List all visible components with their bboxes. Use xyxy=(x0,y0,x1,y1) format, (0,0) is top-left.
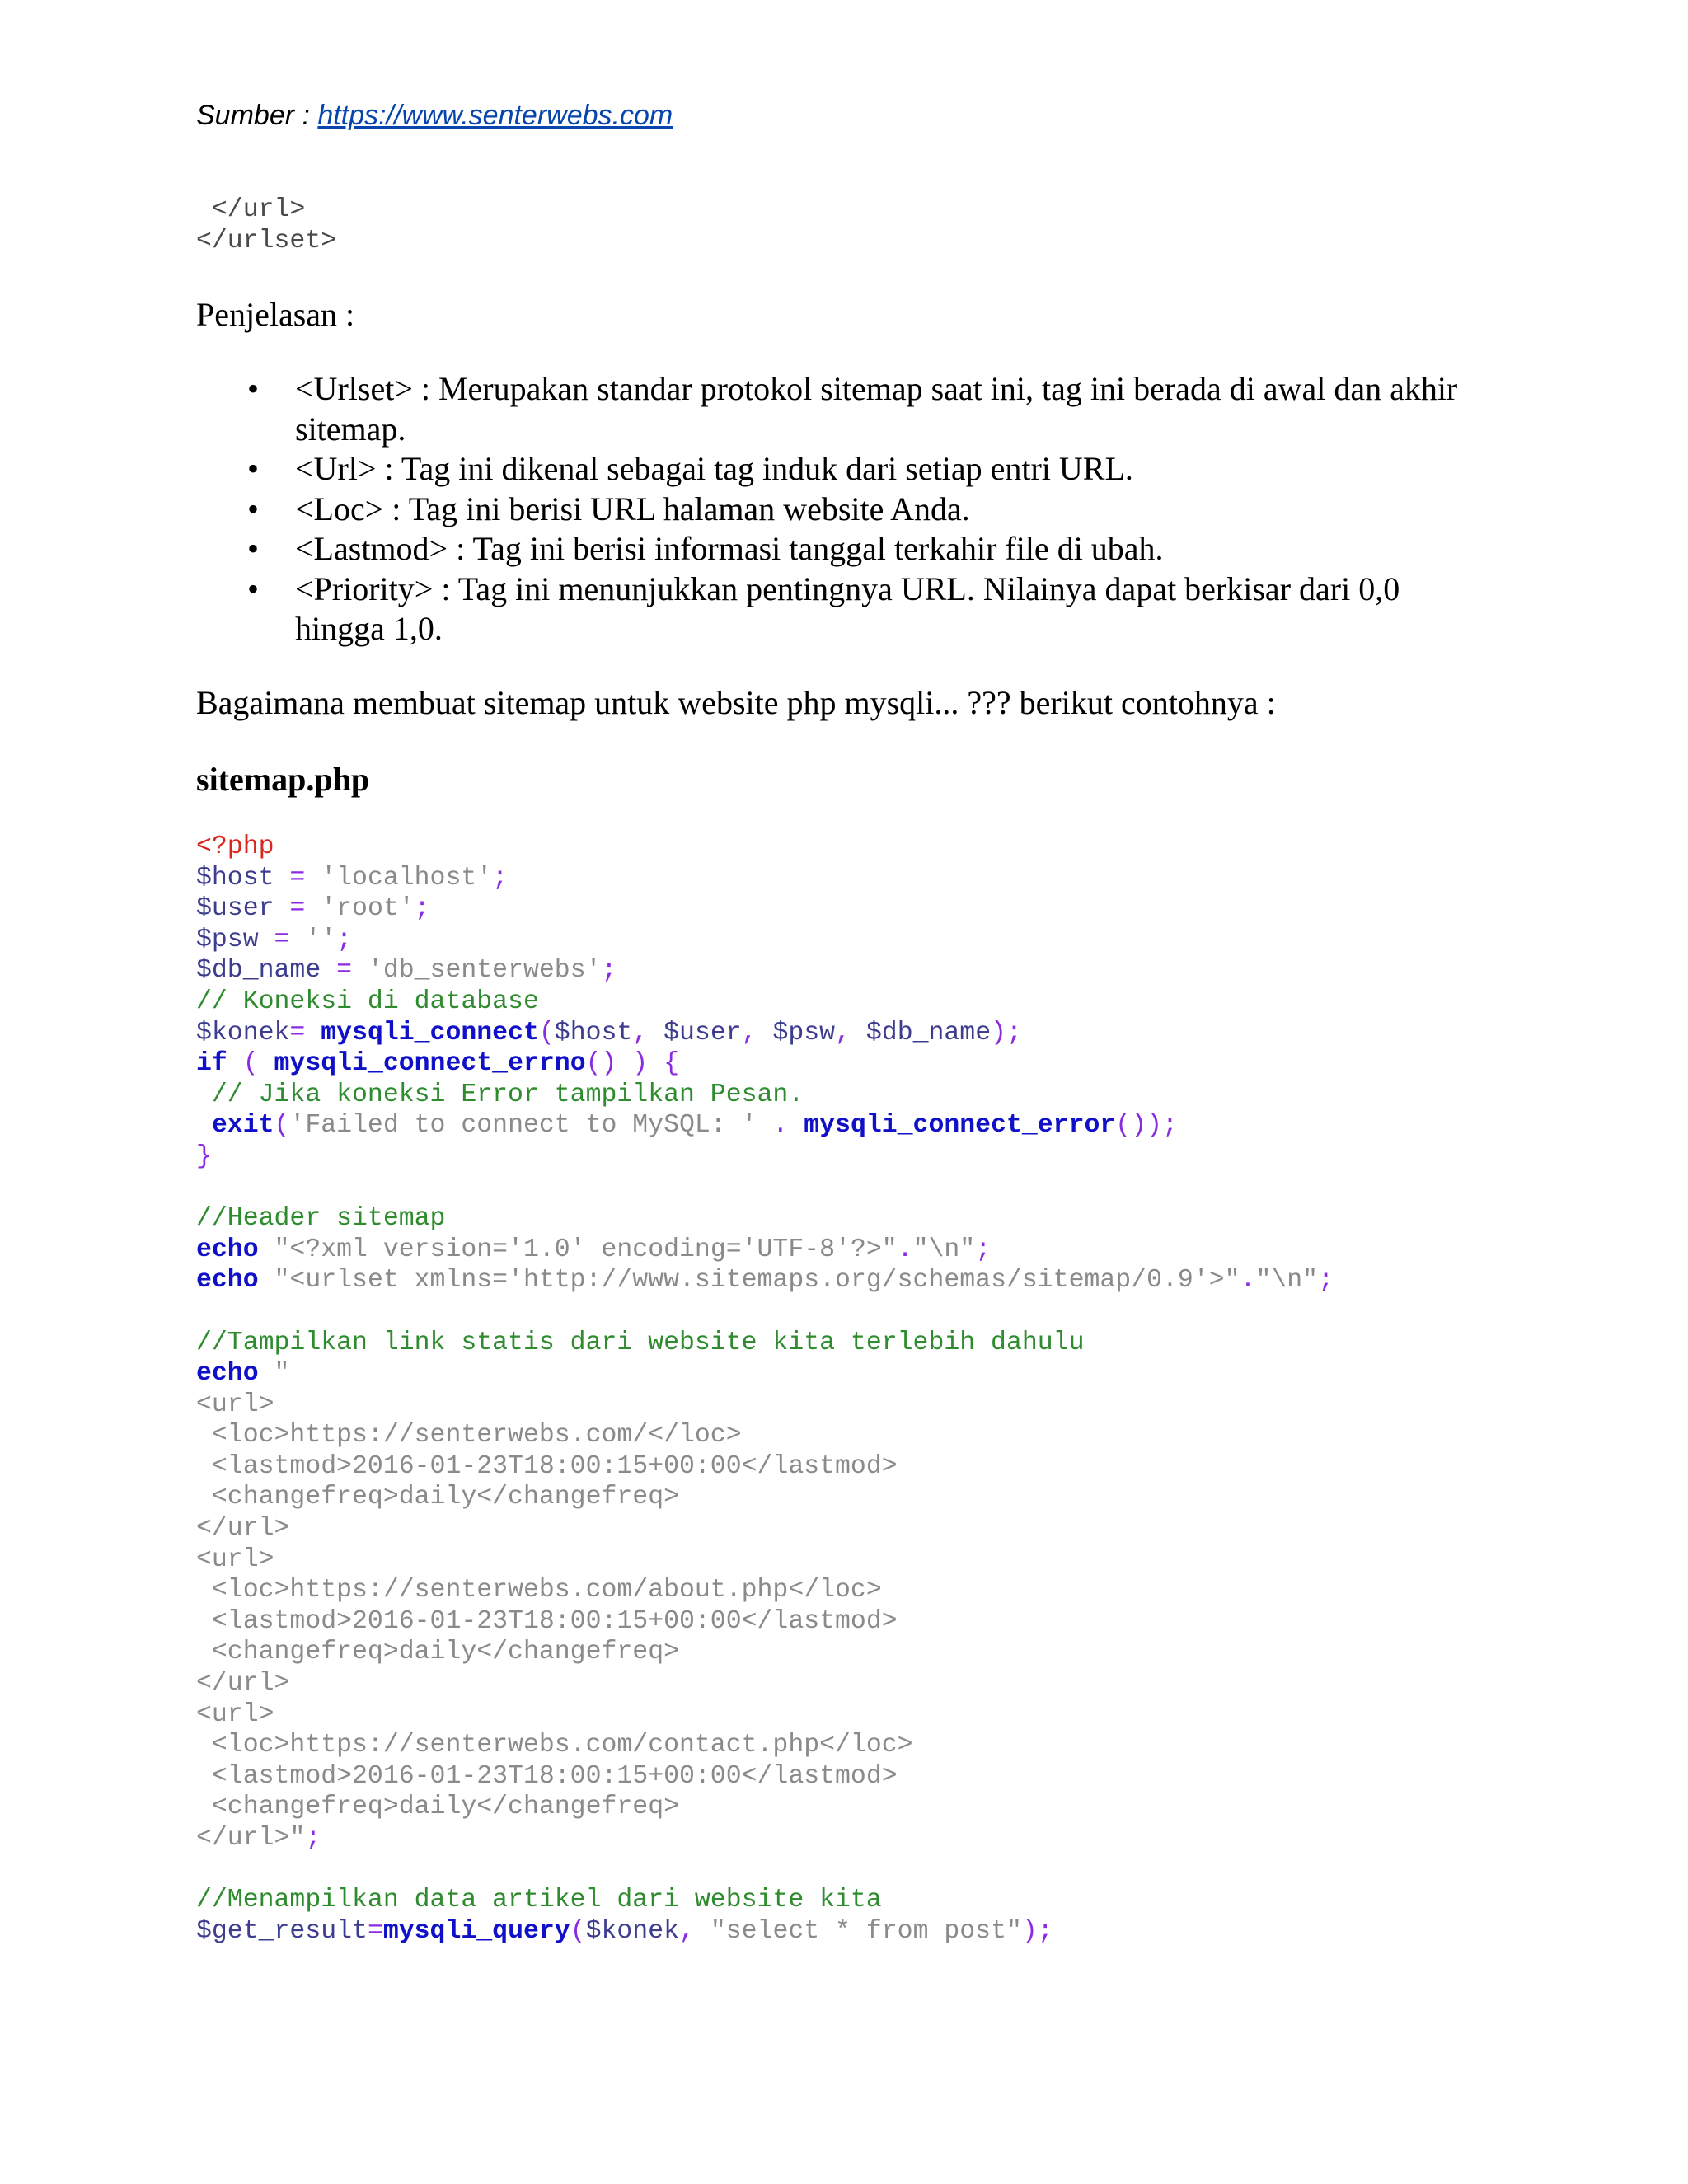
string-token: </url> xyxy=(196,1669,290,1699)
variable-token: $konek xyxy=(196,1018,290,1047)
list-item: • <Loc> : Tag ini berisi URL halaman website Anda. xyxy=(196,490,1482,530)
code-line xyxy=(196,1544,1334,1576)
variable-token: $db_name xyxy=(196,956,321,986)
operator-token: ( xyxy=(570,1916,586,1946)
code-line xyxy=(196,832,1334,863)
string-token: 'db_senterwebs' xyxy=(367,956,602,986)
operator-token: . xyxy=(757,1111,804,1141)
string-token: <changefreq>daily</changefreq> xyxy=(196,1638,679,1667)
code-line xyxy=(196,1916,1334,1947)
variable-token: $db_name xyxy=(865,1018,992,1047)
operator-token: ; xyxy=(414,894,430,924)
operator-token: } xyxy=(196,1141,212,1171)
string-token: <url> xyxy=(196,1544,274,1574)
code-line xyxy=(196,1048,1334,1080)
operator-token: ( xyxy=(227,1049,274,1079)
code-line xyxy=(196,1792,1334,1823)
operator-token: () ) { xyxy=(585,1049,680,1079)
code-line xyxy=(196,1575,1334,1606)
source-label: Sumber : xyxy=(196,100,318,131)
operator-token: ; xyxy=(975,1235,992,1264)
code-line xyxy=(196,893,1334,925)
code-line: </urlset> xyxy=(196,226,337,255)
code-line xyxy=(196,1173,1334,1204)
source-link[interactable]: https://www.senterwebs.com xyxy=(317,100,673,131)
file-title: sitemap.php xyxy=(196,761,370,798)
string-token: " xyxy=(258,1359,290,1389)
code-line xyxy=(196,1203,1334,1235)
function-token: mysqli_connect xyxy=(321,1018,539,1047)
variable-token: $user xyxy=(663,1018,742,1047)
code-line xyxy=(196,1885,1334,1916)
operator-token: ( xyxy=(274,1111,290,1141)
operator-token: = xyxy=(258,925,306,954)
code-line xyxy=(196,925,1334,956)
operator-token: ); xyxy=(1021,1916,1053,1946)
code-line xyxy=(196,1420,1334,1451)
operator-token: ()); xyxy=(1115,1111,1178,1141)
comment-token: // Koneksi di database xyxy=(196,987,539,1016)
operator-token: ; xyxy=(336,925,353,954)
operator-token: = xyxy=(274,894,321,924)
operator-token: ; xyxy=(1318,1266,1334,1296)
function-token: mysqli_connect_error xyxy=(804,1111,1116,1141)
list-item: • <Urlset> : Merupakan standar protokol sitemap saat ini, tag ini berada di awal dan akhir sitemap. xyxy=(196,369,1482,449)
string-token: "\n" xyxy=(912,1235,976,1264)
variable-token: $host xyxy=(196,863,274,893)
operator-token: = xyxy=(289,1018,321,1047)
operator-token: , xyxy=(835,1018,866,1047)
keyword-token: echo xyxy=(196,1235,259,1264)
string-token: <url> xyxy=(196,1390,274,1419)
string-token: </url>" xyxy=(196,1824,306,1853)
tag-explanation-list xyxy=(196,369,1482,649)
comment-token: // Jika koneksi Error tampilkan Pesan. xyxy=(196,1080,804,1109)
code-line xyxy=(196,1823,1334,1854)
code-line xyxy=(196,1141,1334,1173)
code-line xyxy=(196,987,1334,1018)
explanation-heading: Penjelasan : xyxy=(196,296,355,333)
code-line xyxy=(196,1235,1334,1266)
variable-token: $psw xyxy=(196,925,259,954)
question-paragraph: Bagaimana membuat sitemap untuk website php mysqli... ??? berikut contohnya : xyxy=(196,684,1276,721)
string-token: <loc>https://senterwebs.com/about.php</loc> xyxy=(196,1576,882,1605)
code-line xyxy=(196,1668,1334,1699)
operator-token: ; xyxy=(305,1824,321,1853)
variable-token: $user xyxy=(196,894,274,924)
operator-token: ; xyxy=(492,863,509,893)
variable-token: $get_result xyxy=(196,1916,368,1946)
code-line xyxy=(196,1482,1334,1513)
variable-token: $psw xyxy=(772,1018,836,1047)
function-token: mysqli_query xyxy=(382,1916,570,1946)
string-token: <lastmod>2016-01-23T18:00:15+00:00</lastmod> xyxy=(196,1451,898,1481)
comment-token: //Tampilkan link statis dari website kita terlebih dahulu xyxy=(196,1328,1085,1357)
string-token: 'localhost' xyxy=(321,863,493,893)
operator-token: = xyxy=(274,863,321,893)
string-token: <url> xyxy=(196,1699,274,1729)
code-line xyxy=(196,1761,1334,1793)
code-line xyxy=(196,1606,1334,1638)
code-line xyxy=(196,1730,1334,1761)
operator-token: ; xyxy=(601,956,617,986)
string-token: '' xyxy=(305,925,337,954)
code-line xyxy=(196,1513,1334,1544)
string-token: 'Failed to connect to MySQL: ' xyxy=(289,1111,757,1141)
string-token: <changefreq>daily</changefreq> xyxy=(196,1483,679,1512)
code-line xyxy=(196,955,1334,987)
code-line xyxy=(196,1110,1334,1141)
string-token: </url> xyxy=(196,1514,290,1544)
source-line xyxy=(196,96,673,135)
string-token: <lastmod>2016-01-23T18:00:15+00:00</lastmod> xyxy=(196,1761,898,1791)
operator-token: ); xyxy=(991,1018,1022,1047)
operator-token: = xyxy=(321,956,368,986)
code-line xyxy=(196,1080,1334,1111)
string-token: "<?xml version='1.0' encoding='UTF-8'?>" xyxy=(258,1235,898,1264)
code-line xyxy=(196,1358,1334,1390)
list-item: • <Url> : Tag ini dikenal sebagai tag induk dari setiap entri URL. xyxy=(196,449,1482,490)
variable-token: $konek xyxy=(585,1916,680,1946)
string-token: <loc>https://senterwebs.com/</loc> xyxy=(196,1421,742,1451)
list-item: • <Priority> : Tag ini menunjukkan pentingnya URL. Nilainya dapat berkisar dari 0,0 hingga 1,0. xyxy=(196,569,1482,649)
code-line xyxy=(196,1637,1334,1668)
string-token: "<urlset xmlns='http://www.sitemaps.org/schemas/sitemap/0.9'>" xyxy=(258,1266,1240,1296)
operator-token: , xyxy=(741,1018,773,1047)
code-line xyxy=(196,1296,1334,1328)
operator-token: = xyxy=(367,1916,383,1946)
code-line xyxy=(196,863,1334,894)
keyword-token: exit xyxy=(196,1111,274,1141)
code-line: </url> xyxy=(196,195,306,224)
list-item: • <Lastmod> : Tag ini berisi informasi tanggal terkahir file di ubah. xyxy=(196,529,1482,569)
php-code-block xyxy=(196,832,1334,1947)
function-token: mysqli_connect_errno xyxy=(274,1049,586,1079)
keyword-token: if xyxy=(196,1049,227,1079)
operator-token: ( xyxy=(538,1018,555,1047)
variable-token: $host xyxy=(554,1018,633,1047)
code-line xyxy=(196,1018,1334,1049)
operator-token: . xyxy=(1240,1266,1256,1296)
comment-token: //Menampilkan data artikel dari website kita xyxy=(196,1886,882,1915)
string-token: <loc>https://senterwebs.com/contact.php</loc> xyxy=(196,1731,913,1760)
operator-token: , xyxy=(679,1916,710,1946)
operator-token: . xyxy=(897,1235,913,1264)
code-line xyxy=(196,1390,1334,1421)
code-line xyxy=(196,1699,1334,1731)
keyword-token: echo xyxy=(196,1266,259,1296)
code-line xyxy=(196,1265,1334,1296)
string-token: <changefreq>daily</changefreq> xyxy=(196,1793,679,1822)
comment-token: //Header sitemap xyxy=(196,1204,446,1234)
code-line xyxy=(196,1854,1334,1886)
code-line xyxy=(196,1328,1334,1359)
string-token: <lastmod>2016-01-23T18:00:15+00:00</lastmod> xyxy=(196,1606,898,1636)
operator-token: , xyxy=(632,1018,664,1047)
php-tag-token: <?php xyxy=(196,832,274,861)
keyword-token: echo xyxy=(196,1359,259,1389)
string-token: 'root' xyxy=(321,894,415,924)
string-token: "\n" xyxy=(1255,1266,1319,1296)
code-line xyxy=(196,1451,1334,1483)
string-token: "select * from post" xyxy=(710,1916,1022,1946)
code-snippet-closing-tags xyxy=(196,194,336,256)
